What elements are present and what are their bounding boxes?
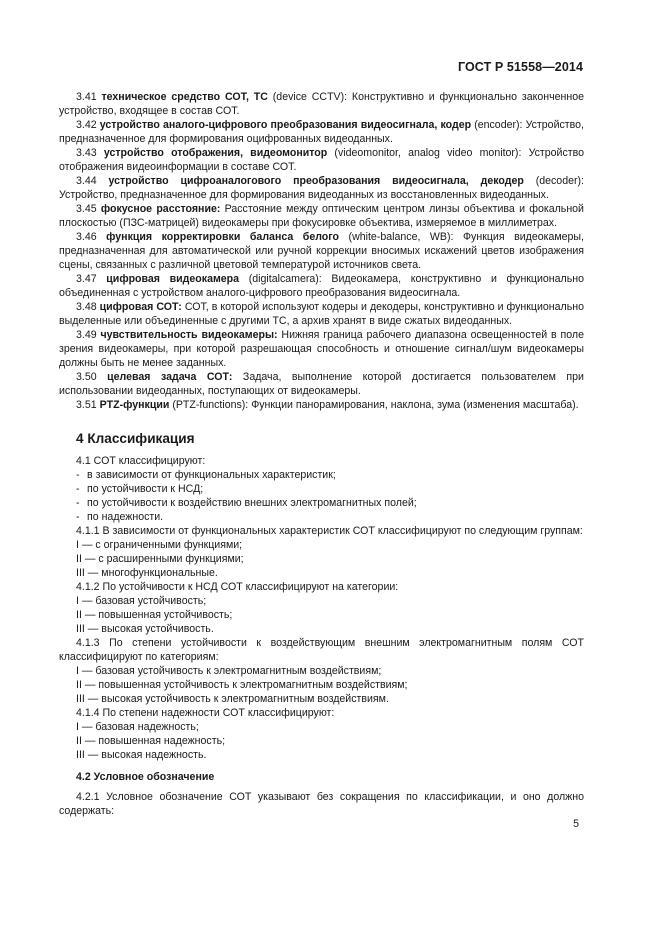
definition-item — [59, 370, 584, 398]
list-item — [59, 510, 584, 524]
definition-number: 3.44 — [76, 175, 97, 187]
paragraph-4-2-1: 4.2.1 Условное обозначение СОТ указывают без сокращения по классификации, и оно должно содержать: — [59, 791, 584, 817]
criteria-list — [59, 468, 584, 524]
category-item: II — с расширенными функциями; — [76, 553, 244, 565]
category-item: III — высокая устойчивость. — [76, 623, 214, 635]
category-item: I — базовая устойчивость к электромагнитным воздействиям; — [76, 665, 382, 677]
list-item — [59, 482, 584, 496]
definition-term: целевая задача СОТ: — [107, 371, 233, 383]
definition-term: устройство цифроаналогового преобразования видеосигнала, декодер — [108, 175, 524, 187]
definition-text: (encoder): Устройство, предназначенное для формирования оцифрованных видеоданных. — [59, 119, 584, 145]
definition-item — [59, 272, 584, 300]
definition-term: техническое средство СОТ, ТС — [101, 91, 268, 103]
definition-text: (videomonitor, analog video monitor): Устройство отображения видеоинформации в составе СОТ. — [59, 147, 585, 173]
category-item: II — повышенная устойчивость к электромагнитным воздействиям; — [76, 679, 408, 691]
definition-item — [59, 174, 584, 202]
definition-number: 3.46 — [76, 231, 97, 243]
definition-term: устройство аналого-цифрового преобразования видеосигнала, кодер — [99, 119, 472, 131]
definition-item — [59, 328, 584, 370]
list-4-1-4 — [59, 720, 584, 762]
list-item — [59, 468, 584, 482]
definition-term: цифровая СОТ: — [99, 301, 182, 313]
category-item: III — многофункциональные. — [76, 567, 218, 579]
paragraph-4-1-3: 4.1.3 По степени устойчивости к воздействующим внешним электромагнитным полям СОТ классифицируют по категориям: — [59, 637, 584, 663]
list-item-text: по устойчивости к НСД; — [87, 483, 204, 495]
list-item — [59, 496, 584, 510]
subsection-title: 4.2 Условное обозначение — [76, 771, 215, 783]
definition-text: Расстояние между оптическим центром линзы объектива и фокальной плоскостью (ПЗС-матрицей) видеокамеры при фокусировке объектива, измеряемое в миллиметрах. — [59, 203, 584, 229]
definition-item — [59, 90, 584, 118]
paragraph-4-1: 4.1 СОТ классифицируют: — [76, 455, 206, 467]
paragraph-4-1-4: 4.1.4 По степени надежности СОТ классифицируют: — [76, 707, 335, 719]
category-item: II — повышенная устойчивость; — [76, 609, 233, 621]
definition-number: 3.41 — [76, 91, 97, 103]
category-item: II — повышенная надежность; — [76, 735, 226, 747]
dash-marker: - — [76, 483, 80, 495]
definition-number: 3.45 — [76, 203, 97, 215]
definition-item — [59, 146, 584, 174]
page-content — [59, 90, 584, 818]
dash-marker: - — [76, 511, 80, 523]
list-item-text: по надежности. — [87, 511, 164, 523]
definition-number: 3.51 — [76, 399, 97, 411]
definition-text: (device CCTV): Конструктивно и функционально законченное устройство, входящее в состав СОТ. — [59, 91, 584, 117]
list-4-1-1 — [59, 538, 584, 580]
definition-number: 3.48 — [76, 301, 97, 313]
definition-term: функция корректировки баланса белого — [106, 231, 340, 243]
category-item: I — с ограниченными функциями; — [76, 539, 243, 551]
section-title: 4 Классификация — [76, 431, 195, 446]
definition-number: 3.47 — [76, 273, 97, 285]
definition-term: PTZ-функции — [99, 399, 170, 411]
category-item: I — базовая надежность; — [76, 721, 199, 733]
definition-text: (decoder): Устройство, предназначенное для формирования видеоданных из восстановленных видеоданных. — [59, 175, 584, 201]
list-item-text: в зависимости от функциональных характеристик; — [87, 469, 336, 481]
category-item: III — высокая устойчивость к электромагнитным воздействиям. — [76, 693, 389, 705]
definition-text: СОТ, в которой используют кодеры и декодеры, конструктивно и функционально выделенные или объединенные с другими ТС, а архив хранят в виде сжатых видеоданных. — [59, 301, 584, 327]
definition-item — [59, 118, 584, 146]
paragraph-4-1-1: 4.1.1 В зависимости от функциональных характеристик СОТ классифицируют по следующим группам: — [76, 525, 583, 537]
paragraph-4-1-2: 4.1.2 По устойчивости к НСД СОТ классифицируют на категории: — [76, 581, 399, 593]
definition-item — [59, 230, 584, 272]
category-item: III — высокая надежность. — [76, 749, 207, 761]
definition-item — [59, 202, 584, 230]
definition-term: устройство отображения, видеомонитор — [103, 147, 328, 159]
list-4-1-3 — [59, 664, 584, 706]
definition-number: 3.50 — [76, 371, 97, 383]
definition-number: 3.43 — [76, 147, 97, 159]
category-item: I — базовая устойчивость; — [76, 595, 207, 607]
definition-text: (white-balance, WB): Функция видеокамеры, предназначенная для автоматической или ручной коррекции вносимых искажений цветов изображения сцены, связанных с различной цветовой температурой источников света. — [59, 231, 584, 271]
definition-number: 3.49 — [76, 329, 97, 341]
definition-item — [59, 398, 584, 412]
list-4-1-2 — [59, 594, 584, 636]
definitions-list — [59, 90, 584, 412]
definition-text: Нижняя граница рабочего диапазона освещенностей в поле зрения видеокамеры, при которой разрешающая способность и отношение сигнал/шум видеокамеры должны быть не менее заданных. — [59, 329, 584, 369]
definition-term: фокусное расстояние: — [100, 203, 221, 215]
definition-term: чувствительность видеокамеры: — [100, 329, 278, 341]
standard-code: ГОСТ Р 51558—2014 — [457, 60, 583, 74]
list-item-text: по устойчивости к воздействию внешних электромагнитных полей; — [87, 497, 417, 509]
definition-text: Задача, выполнение которой достигается пользователем при использовании видеоданных, поступающих от видеокамеры. — [59, 371, 584, 397]
definition-text: (PTZ-functions): Функции панорамирования, наклона, зума (изменения масштаба). — [169, 399, 579, 411]
definition-text: (digitalcamera): Видеокамера, конструктивно и функционально объединенная с устройством аналого-цифрового преобразования видеосигнала. — [59, 273, 584, 299]
page-number: 5 — [573, 818, 579, 830]
definition-term: цифровая видеокамера — [106, 273, 240, 285]
definition-item — [59, 300, 584, 328]
definition-number: 3.42 — [76, 119, 97, 131]
dash-marker: - — [76, 469, 80, 481]
dash-marker: - — [76, 497, 80, 509]
